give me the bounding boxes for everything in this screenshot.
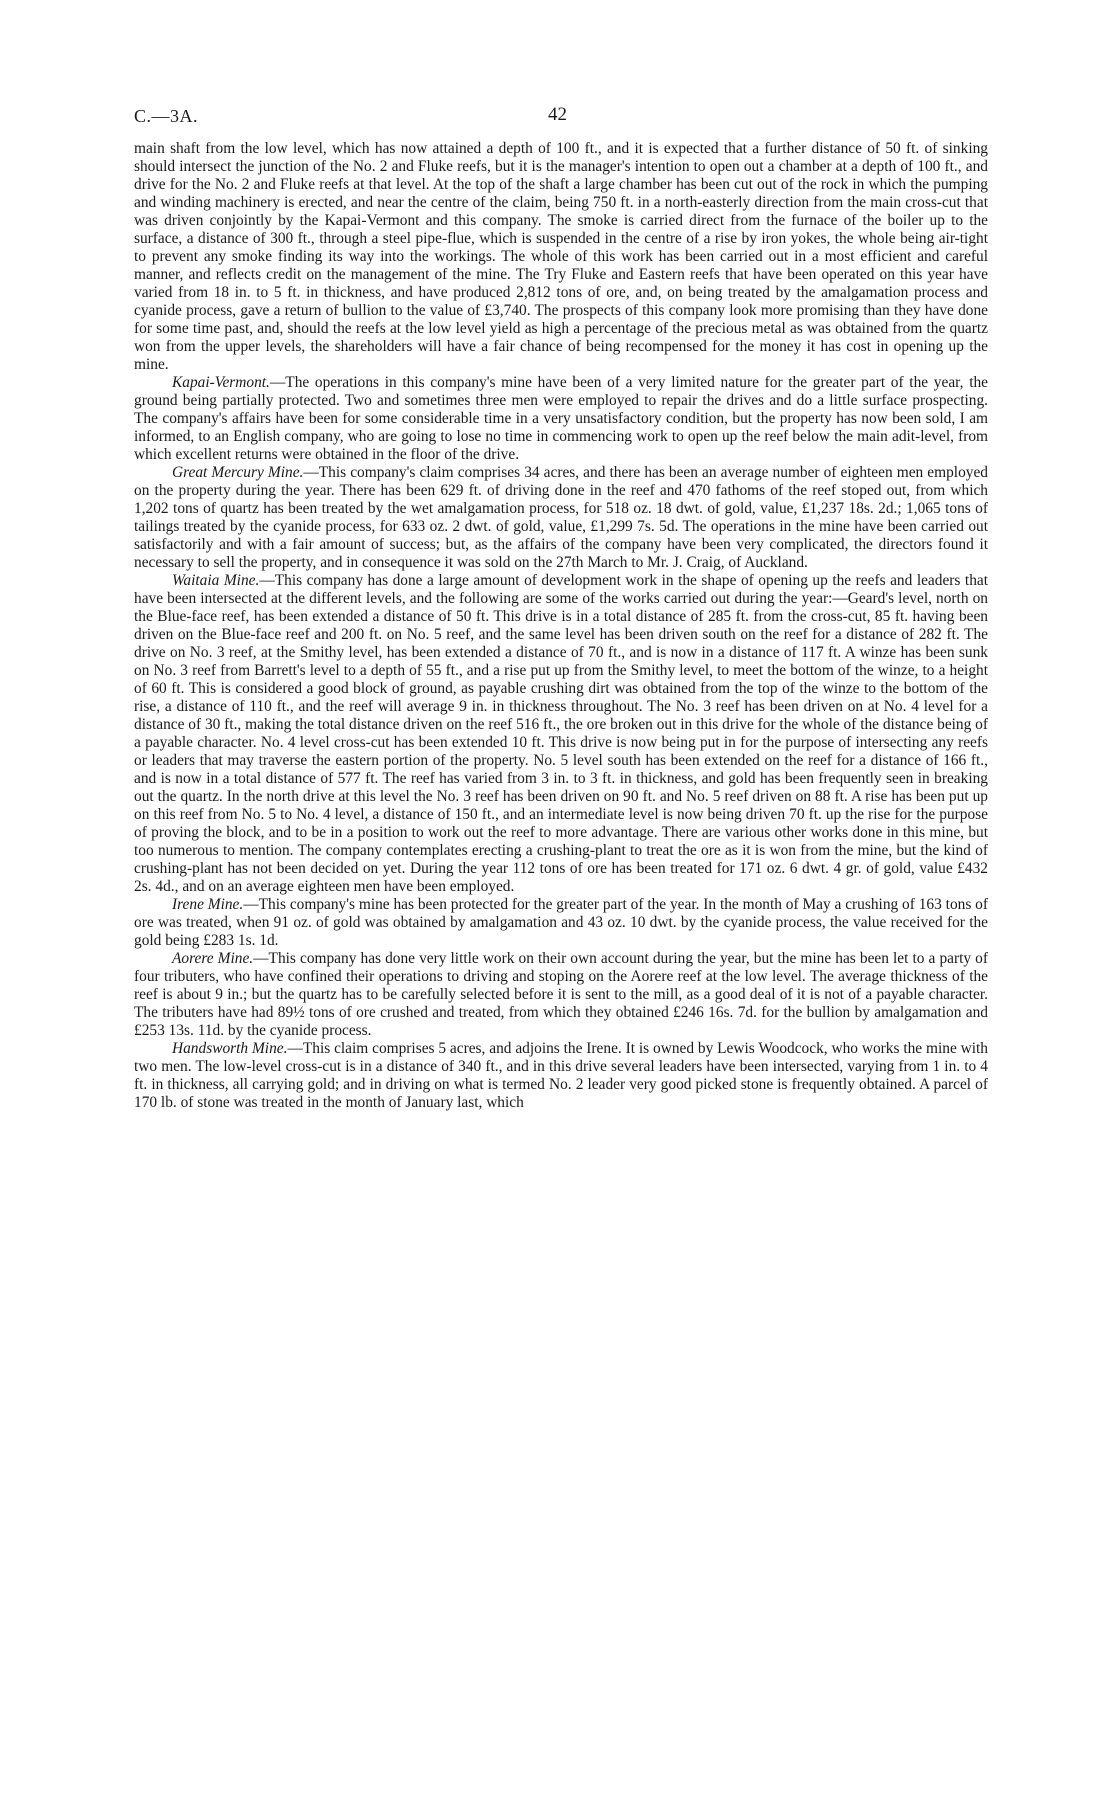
paragraph-lead: Kapai-Vermont. [172,374,270,391]
paragraph-great-mercury [134,464,988,572]
document-page [134,100,988,1112]
paragraph-text: —This company has done a large amount of development work in the shape of opening up the reefs and leaders that have been intersected at the different levels, and the following are some of the works carried out during the year:—Geard's level, north on the Blue-face reef, has been extended a distance of 50 ft. This drive is in a total distance of 285 ft. from the cross-cut, 85 ft. having been driven on the Blue-face reef and 200 ft. on No. 5 reef, and the same level has been driven south on the reef for a distance of 282 ft. The drive on No. 3 reef, at the Smithy level, has been extended a distance of 70 ft., and is now in a distance of 117 ft. A winze has been sunk on No. 3 reef from Barrett's level to a depth of 55 ft., and a rise put up from the Smithy level, to meet the bottom of the winze, to a height of 60 ft. This is considered a good block of ground, as payable crushing dirt was obtained from the top of the winze to the bottom of the rise, a distance of 110 ft., and the reef will average 9 in. in thickness throughout. The No. 3 reef has been driven on at No. 4 level for a distance of 30 ft., making the total distance driven on the reef 516 ft., the ore broken out in this drive for the whole of the distance being of a payable character. No. 4 level cross-cut has been extended 10 ft. This drive is now being put in for the purpose of intersecting any reefs or leaders that may traverse the eastern portion of the property. No. 5 level south has been extended on the reef for a distance of 166 ft., and is now in a total distance of 577 ft. The reef has varied from 3 in. to 3 ft. in thickness, and gold has been frequently seen in breaking out the quartz. In the north drive at this level the No. 3 reef has been driven on 90 ft. and No. 5 reef driven on 88 ft. A rise has been put up on this reef from No. 5 to No. 4 level, a distance of 150 ft., and an intermediate level is now being driven 70 ft. up the rise for the purpose of proving the block, and to be in a position to work out the reef to more advantage. There are various other works done in this mine, but too numerous to mention. The company contemplates erecting a crushing-plant to treat the ore as it is won from the mine, but the kind of crushing-plant has not been decided on yet. During the year 112 tons of ore has been treated for 171 oz. 6 dwt. 4 gr. of gold, value £432 2s. 4d., and on an average eighteen men have been employed. [134,572,989,895]
paragraph-lead: Handsworth Mine. [172,1040,288,1057]
paragraph-text: —This company's claim comprises 34 acres, and there has been an average number of eighteen men employed on the property during the year. There has been 629 ft. of driving done in the reef and 470 fathoms of the reef stoped out, from which 1,202 tons of quartz has been treated by the wet amalgamation process, for 518 oz. 18 dwt. of gold, value, £1,237 18s. 2d.; 1,065 tons of tailings treated by the cyanide process, for 633 oz. 2 dwt. of gold, value, £1,299 7s. 5d. The operations in the mine have been carried out satisfactorily and with a fair amount of success; but, as the affairs of the company have been very complicated, the directors found it necessary to sell the property, and in consequence it was sold on the 27th March to Mr. J. Craig, of Auckland. [134,464,988,571]
paragraph-text: —The operations in this company's mine have been of a very limited nature for the greater part of the year, the ground being partially protected. Two and sometimes three men were employed to repair the drives and do a little surface prospecting. The company's affairs have been for some considerable time in a very unsatisfactory condition, but the property has now been sold, I am informed, to an English company, who are going to lose no time in commencing work to open up the reef below the main adit-level, from which excellent returns were obtained in the floor of the drive. [134,374,988,463]
paragraph-irene [134,896,988,950]
paragraph-text: —This claim comprises 5 acres, and adjoins the Irene. It is owned by Lewis Woodcock, who works the mine with two men. The low-level cross-cut is in a distance of 340 ft., and in this drive several leaders have been intersected, varying from 1 in. to 4 ft. in thickness, all carrying gold; and in driving on what is termed No. 2 leader very good picked stone is frequently obtained. A parcel of 170 lb. of stone was treated in the month of January last, which [134,1040,988,1111]
paragraph-kapai-vermont [134,374,988,464]
paragraph-lead: Aorere Mine. [172,950,254,967]
paragraph-text: —This company's mine has been protected for the greater part of the year. In the month of May a crushing of 163 tons of ore was treated, when 91 oz. of gold was obtained by amalgamation and 43 oz. 10 dwt. by the cyanide process, the value received for the gold being £283 1s. 1d. [134,896,988,949]
body-text [134,140,988,1112]
paragraph-continuation [134,140,988,374]
paragraph-aorere [134,950,988,1040]
paragraph-lead: Irene Mine. [172,896,244,913]
paragraph-lead: Waitaia Mine. [172,572,260,589]
page-number: 42 [548,104,567,125]
page-header [134,100,988,140]
paragraph-text: main shaft from the low level, which has now attained a depth of 100 ft., and it is expected that a further distance of 50 ft. of sinking should intersect the junction of the No. 2 and Fluke reefs, but it is the manager's intention to open out a chamber at a depth of 100 ft., and drive for the No. 2 and Fluke reefs at that level. At the top of the shaft a large chamber has been cut out of the rock in which the pumping and winding machinery is erected, and near the centre of the claim, being 750 ft. in a north-easterly direction from the main cross-cut that was driven conjointly by the Kapai-Vermont and this company. The smoke is carried direct from the furnace of the boiler up to the surface, a distance of 300 ft., through a steel pipe-flue, which is suspended in the centre of a rise by iron yokes, the whole being air-tight to prevent any smoke finding its way into the workings. The whole of this work has been carried out in a most efficient and careful manner, and reflects credit on the management of the mine. The Try Fluke and Eastern reefs that have been operated on this year have varied from 18 in. to 5 ft. in thickness, and have produced 2,812 tons of ore, and, on being treated by the amalgamation process and cyanide process, gave a return of bullion to the value of £3,740. The prospects of this company look more promising than they have done for some time past, and, should the reefs at the low level yield as high a percentage of the precious metal as was obtained from the quartz won from the upper levels, the shareholders will have a fair chance of being recompensed for the money it has cost in opening up the mine. [134,140,988,373]
document-reference: C.—3A. [134,106,199,126]
paragraph-waitaia [134,572,988,896]
paragraph-text: —This company has done very little work on their own account during the year, but the mine has been let to a party of four tributers, who have confined their operations to driving and stoping on the Aorere reef at the low level. The average thickness of the reef is about 9 in.; but the quartz has to be carefully selected before it is sent to the mill, as a good deal of it is not of a payable character. The tributers have had 89½ tons of ore crushed and treated, from which they obtained £246 16s. 7d. for the bullion by amalgamation and £253 13s. 11d. by the cyanide process. [134,950,988,1039]
paragraph-handsworth [134,1040,988,1112]
paragraph-lead: Great Mercury Mine. [172,464,304,481]
